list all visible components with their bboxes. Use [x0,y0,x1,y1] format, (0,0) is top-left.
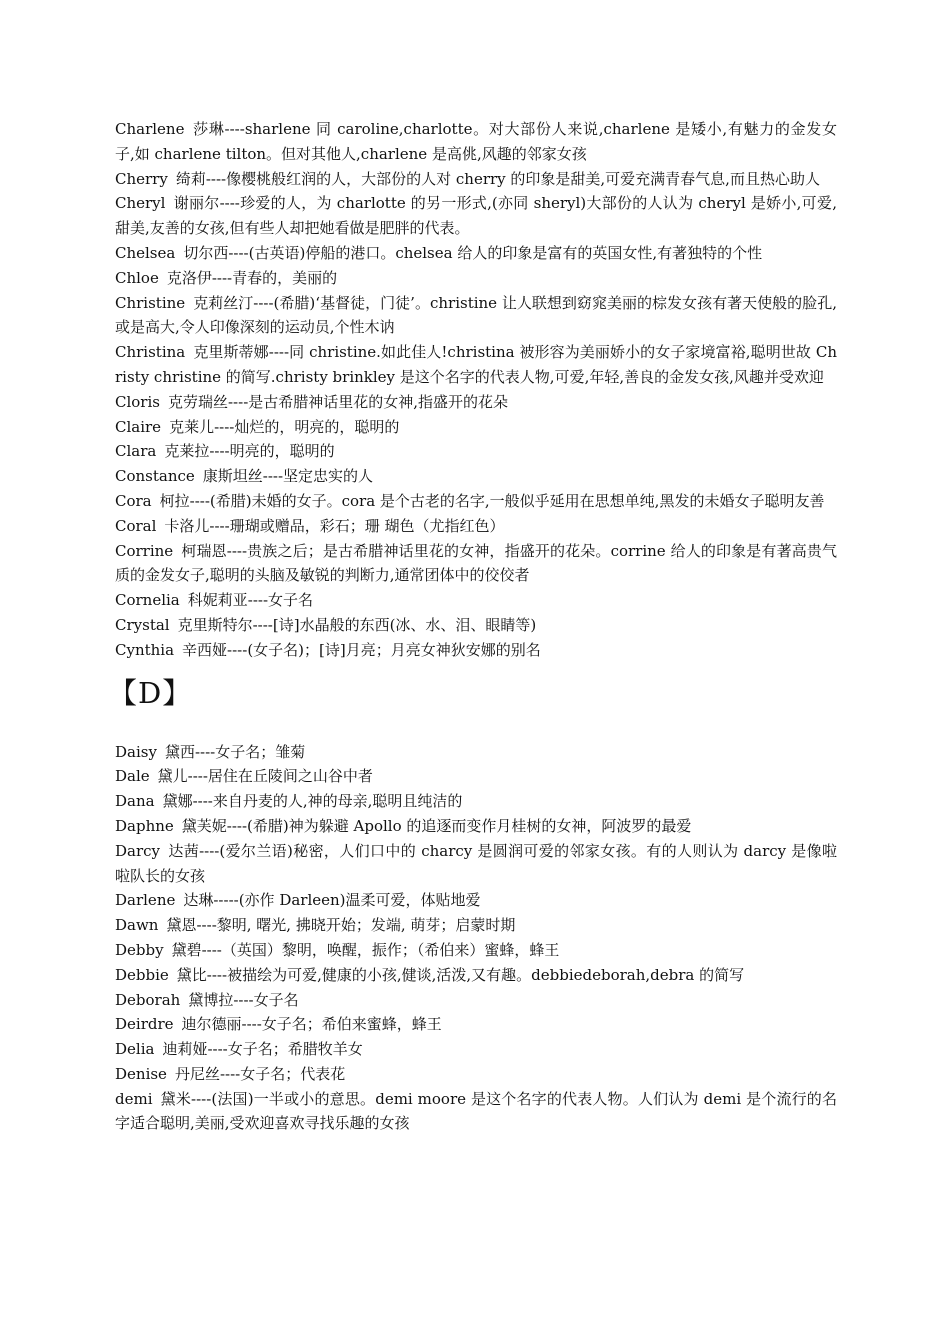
entry-text: 科妮莉亚----女子名 [187,591,314,610]
entry-text: 黛儿----居住在丘陵间之山谷中者 [157,767,373,786]
entry-text: 克洛伊----青春的，美丽的 [166,268,338,287]
name-entry [115,464,837,489]
name-entry [115,740,837,765]
name-entry [115,266,837,291]
entry-name: Darlene [115,891,176,910]
name-entry [115,913,837,938]
section-d-list [115,740,837,1137]
name-entry [115,814,837,839]
entry-name: Chloe [115,268,159,287]
entry-text: 黛西----女子名；雏菊 [164,742,306,761]
name-entry [115,963,837,988]
entry-text: 黛博拉----女子名 [188,990,299,1009]
name-entry [115,241,837,266]
entry-name: Cheryl [115,194,166,213]
entry-text: 达茜----(爱尔兰语)秘密，人们口中的 charcy 是圆润可爱的邻家女孩。有的人则认为 darcy 是像啦啦队长的女孩 [115,841,837,885]
entry-name: Daisy [115,742,157,761]
entry-name: Deirdre [115,1015,174,1034]
entry-text: 克莱儿----灿烂的，明亮的，聪明的 [169,417,400,436]
entry-text: 克莉丝汀----(希腊)‘基督徒，门徒’。christine 让人联想到窈窕美丽的棕发女孩有著天使般的脸孔,或是高大,令人印像深刻的运动员,个性木讷 [115,293,837,337]
entry-name: Clara [115,442,157,461]
name-entry [115,167,837,192]
entry-name: Charlene [115,120,185,138]
entry-name: Christina [115,343,186,362]
name-entry [115,117,837,167]
entry-text: 柯拉----(希腊)未婚的女子。cora 是个古老的名字,一般似乎延用在思想单纯,黑发的未婚女子聪明友善 [159,491,825,510]
entry-text: 黛恩----黎明, 曙光, 拂晓开始；发端, 萌芽；启蒙时期 [166,916,516,935]
entry-text: 切尔西----(古英语)停船的港口。chelsea 给人的印象是富有的英国女性,有著独特的个性 [183,243,763,262]
name-entry [115,1012,837,1037]
name-entry [115,439,837,464]
entry-name: Coral [115,516,157,535]
name-entry [115,539,837,589]
name-entry [115,1087,837,1137]
entry-name: Cherry [115,169,168,188]
entry-text: 黛碧----（英国）黎明，唤醒，振作；（希伯来）蜜蜂，蜂王 [171,940,560,959]
entry-text: 丹尼丝----女子名；代表花 [174,1064,346,1083]
entry-text: 克里斯特尔----[诗]水晶般的东西(冰、水、泪、眼睛等) [177,615,537,634]
name-entry [115,191,837,241]
entry-text: 辛西娅----(女子名)；[诗]月亮；月亮女神狄安娜的别名 [182,640,541,659]
entry-text: 迪尔德丽----女子名；希伯来蜜蜂，蜂王 [181,1015,442,1034]
entry-name: Claire [115,417,162,436]
entry-name: Denise [115,1064,167,1083]
name-entry [115,613,837,638]
entry-name: Cora [115,491,152,510]
name-entry [115,938,837,963]
name-entry [115,390,837,415]
entry-text: 迪莉娅----女子名；希腊牧羊女 [162,1040,363,1059]
entry-text: 黛娜----来自丹麦的人,神的母亲,聪明且纯洁的 [162,792,463,811]
entry-name: Dale [115,767,150,786]
entry-name: Crystal [115,615,170,634]
entry-name: Deborah [115,990,181,1009]
entry-text: 柯瑞恩----贵族之后；是古希腊神话里花的女神，指盛开的花朵。corrine 给人的印象是有著高贵气质的金发女子,聪明的头脑及敏锐的判断力,通常团体中的佼佼者 [115,541,837,585]
section-c-list [115,117,837,663]
entry-name: Delia [115,1040,155,1059]
entry-text: 绮莉----像樱桃般红润的人，大部份的人对 cherry 的印象是甜美,可爱充满青春气息,而且热心助人 [175,169,820,188]
name-entry [115,839,837,889]
entry-name: Dawn [115,916,159,935]
name-entry [115,514,837,539]
section-heading-d: 【D】 [108,675,193,710]
entry-text: 克莱拉----明亮的，聪明的 [164,442,335,461]
name-entry [115,764,837,789]
name-entry [115,638,837,663]
name-entry [115,988,837,1013]
name-entry [115,340,837,390]
entry-text: 黛比----被描绘为可爱,健康的小孩,健谈,活泼,又有趣。debbiedeborah,debra 的简写 [176,965,745,984]
entry-name: Debby [115,940,164,959]
entry-text: 黛芙妮----(希腊)神为躲避 Apollo 的追逐而变作月桂树的女神，阿波罗的最爱 [181,816,692,835]
entry-name: Cornelia [115,591,180,610]
entry-text: 克劳瑞丝----是古希腊神话里花的女神,指盛开的花朵 [167,392,509,411]
entry-text: 莎琳----sharlene 同 caroline,charlotte。对大部份人来说,charlene 是矮小,有魅力的金发女子,如 charlene tilton。但对其他人,charlene 是高佻,风趣的邻家女孩 [115,120,837,163]
entry-name: Darcy [115,841,161,860]
name-entry [115,291,837,341]
entry-name: Christine [115,293,186,312]
name-entry [115,489,837,514]
name-entry [115,789,837,814]
entry-name: Cynthia [115,640,175,659]
entry-name: Corrine [115,541,174,560]
entry-text: 卡洛儿----珊瑚或赠品，彩石；珊 瑚色（尤指红色） [164,516,505,535]
entry-text: 达琳-----(亦作 Darleen)温柔可爱，体贴地爱 [183,891,481,910]
document-page [108,117,837,1136]
entry-text: 康斯坦丝----坚定忠实的人 [202,467,374,486]
name-entry [115,588,837,613]
name-entry [115,1062,837,1087]
entry-text: 谢丽尔----珍爱的人，为 charlotte 的另一形式,(亦同 sheryl)大部份的人认为 cheryl 是娇小,可爱,甜美,友善的女孩,但有些人却把她看做是肥胖的代表。 [115,194,837,238]
entry-name: Dana [115,792,155,811]
entry-name: Constance [115,467,195,486]
entry-name: Daphne [115,816,174,835]
entry-text: 黛米----(法国)一半或小的意思。demi moore 是这个名字的代表人物。人们认为 demi 是个流行的名字适合聪明,美丽,受欢迎喜欢寻找乐趣的女孩 [115,1089,837,1133]
entry-text: 克里斯蒂娜----同 christine.如此佳人!christina 被形容为美丽娇小的女子家境富裕,聪明世故 Christy christine 的简写.christy brinkley 是这个名字的代表人物,可爱,年轻,善良的金发女孩,风趣并受欢迎 [115,343,837,386]
entry-name: Cloris [115,392,160,411]
name-entry [115,415,837,440]
entry-name: Debbie [115,965,169,984]
name-entry [115,1037,837,1062]
entry-name: Chelsea [115,243,176,262]
name-entry [115,888,837,913]
entry-name: demi [115,1089,153,1108]
